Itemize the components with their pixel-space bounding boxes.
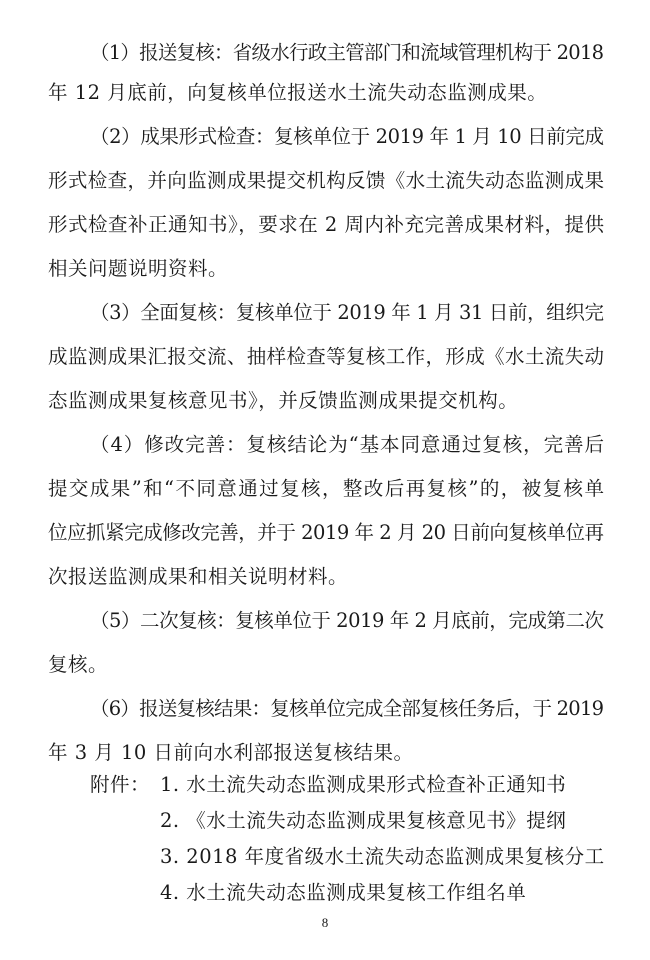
paragraph-2-line-3: 形式检查补正通知书》，要求在 2 周内补充完善成果材料，提供 [48, 213, 605, 236]
paragraph-4-line-2: 提交成果”和“不同意通过复核，整改后再复核”的，被复核单 [48, 477, 606, 500]
paragraph-4-line-1: （4）修改完善：复核结论为“基本同意通过复核，完善后 [90, 433, 605, 456]
paragraph-4-line-3: 位应抓紧完成修改完善，并于 2019 年 2 月 20 日前向复核单位再 [48, 521, 604, 544]
page-number: 8 [321, 915, 329, 930]
paragraph-2-line-1: （2）成果形式检查：复核单位于 2019 年 1 月 10 日前完成 [90, 125, 604, 148]
attachment-item-2: 2. 《水土流失动态监测成果复核意见书》提纲 [160, 809, 567, 832]
paragraph-3-line-2: 成监测成果汇报交流、抽样检查等复核工作，形成《水土流失动 [48, 345, 605, 368]
paragraph-1-line-1: （1）报送复核：省级水行政主管部门和流域管理机构于 2018 [90, 41, 604, 64]
paragraph-6-line-2: 年 3 月 10 日前向水利部报送复核结果。 [48, 741, 414, 764]
paragraph-5-line-1: （5）二次复核：复核单位于 2019 年 2 月底前，完成第二次 [90, 609, 604, 632]
paragraph-3-line-1: （3）全面复核：复核单位于 2019 年 1 月 31 日前，组织完 [90, 301, 604, 324]
attachment-item-3: 3. 2018 年度省级水土流失动态监测成果复核分工 [160, 845, 605, 868]
paragraph-5-line-2: 复核。 [48, 653, 109, 676]
paragraph-2-line-4: 相关问题说明资料。 [48, 257, 229, 280]
paragraph-3-line-3: 态监测成果复核意见书》，并反馈监测成果提交机构。 [48, 389, 519, 412]
attachment-item-4: 4. 水土流失动态监测成果复核工作组名单 [160, 881, 527, 904]
attachments-label: 附件： [90, 773, 151, 796]
paragraph-4-line-4: 次报送监测成果和相关说明材料。 [48, 565, 349, 588]
attachment-item-1: 1. 水土流失动态监测成果形式检查补正通知书 [160, 773, 567, 796]
paragraph-2-line-2: 形式检查，并向监测成果提交机构反馈《水土流失动态监测成果 [48, 169, 605, 192]
paragraph-6-line-1: （6）报送复核结果：复核单位完成全部复核任务后，于 2019 [90, 697, 604, 720]
paragraph-1-line-2: 年 12 月底前，向复核单位报送水土流失动态监测成果。 [48, 81, 548, 104]
